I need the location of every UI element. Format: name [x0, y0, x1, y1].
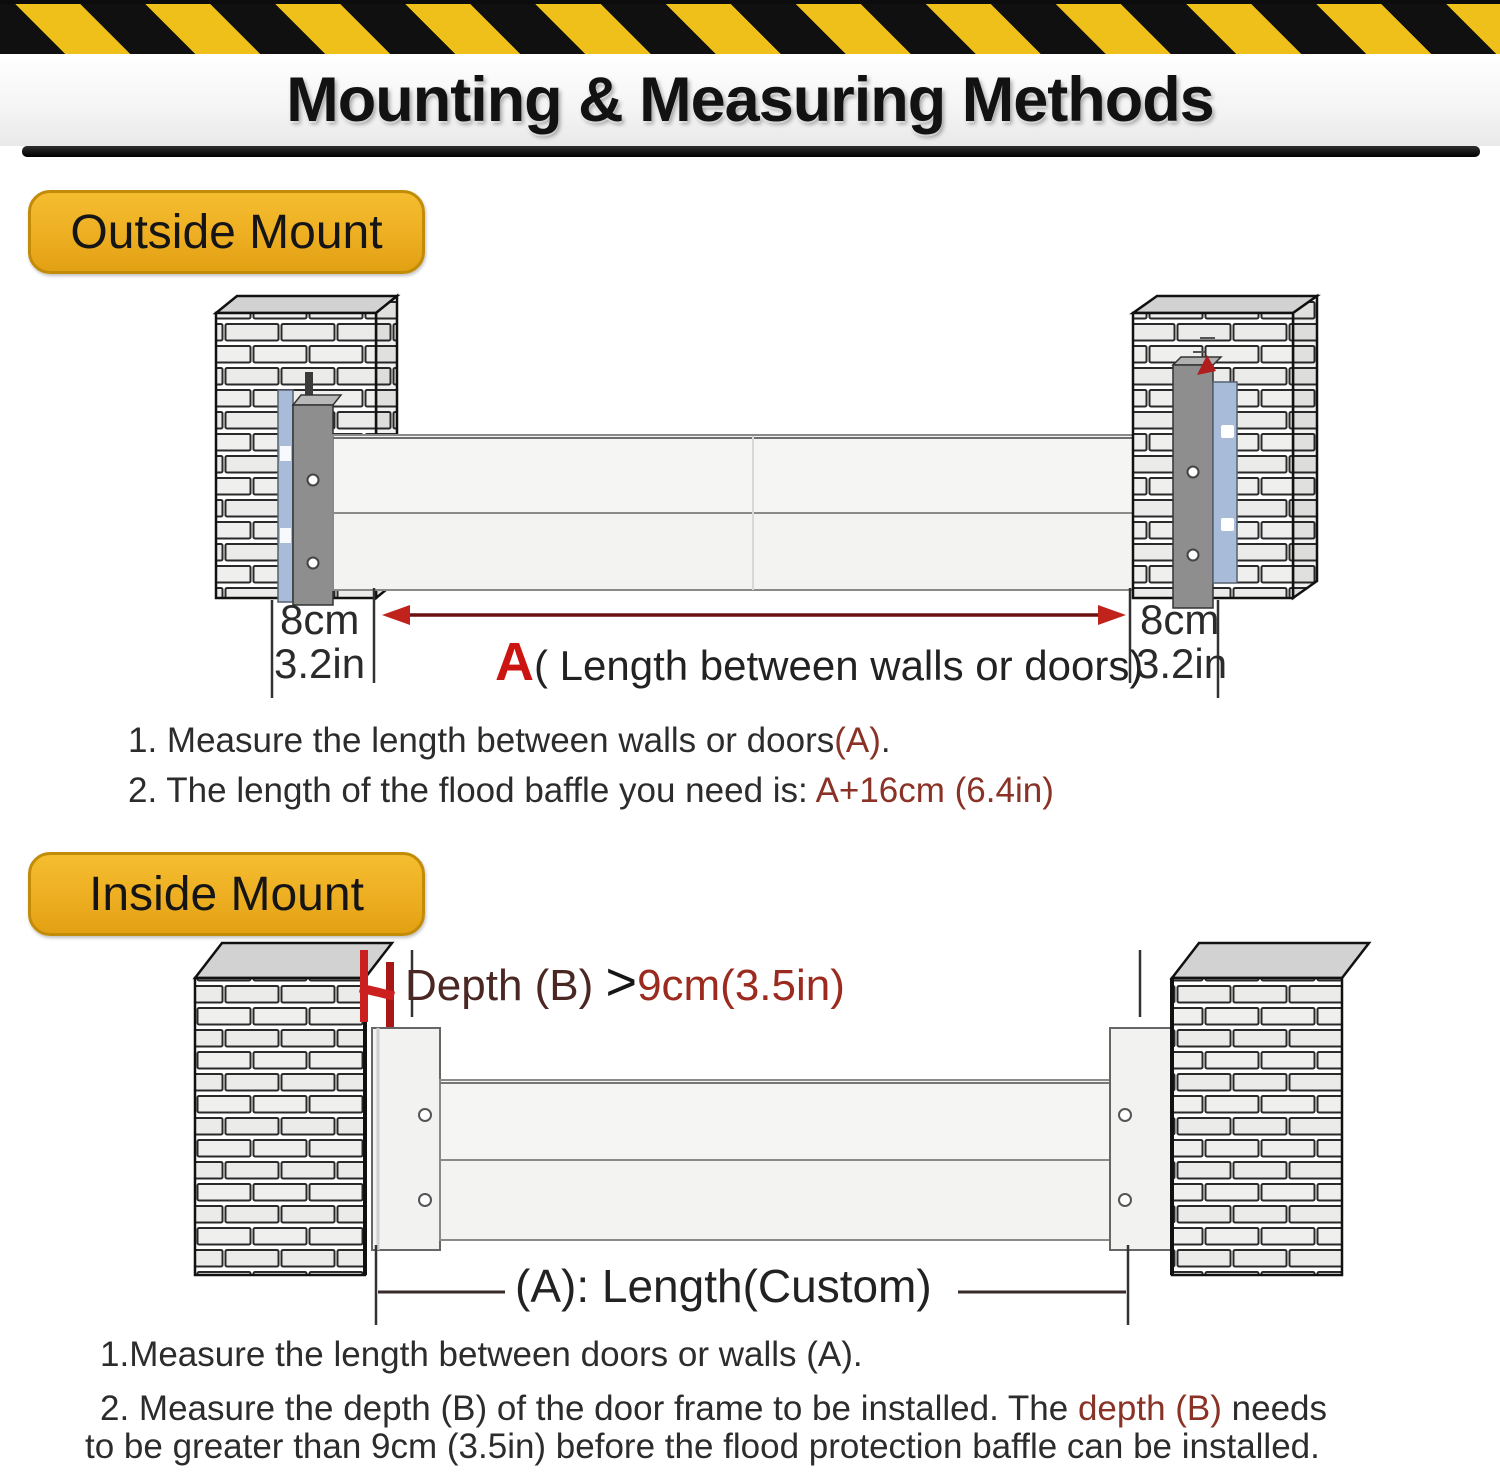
- inside-mount-badge-label: Inside Mount: [89, 867, 364, 921]
- outside-step-2-accent: A+16cm (6.4in): [815, 771, 1054, 810]
- screw-hole: [1188, 467, 1199, 478]
- inside-mount-diagram: [0, 940, 1500, 1335]
- screw-hole: [1119, 1194, 1131, 1206]
- inside-mount-instructions: [85, 1336, 1327, 1466]
- left-offset-in-label: 3.2in: [274, 640, 366, 687]
- screw-hole: [308, 475, 319, 486]
- outside-mount-badge-label: Outside Mount: [70, 205, 383, 259]
- inside-right-brick-pillar: [1172, 943, 1369, 1275]
- header-divider-bar: [22, 146, 1480, 157]
- right-offset-cm-label: 8cm: [1140, 596, 1220, 643]
- screw-hole: [419, 1109, 431, 1121]
- inside-left-channel: [372, 1028, 440, 1250]
- sealing-strip: [1213, 382, 1237, 583]
- inside-step-2-accent: depth (B): [1077, 1389, 1222, 1428]
- span-length-label: [495, 632, 1143, 692]
- screw-hole: [419, 1194, 431, 1206]
- outside-mount-instructions: [128, 716, 1054, 816]
- left-offset-cm-label: 8cm: [280, 596, 360, 643]
- inside-mount-badge: [28, 852, 425, 936]
- inside-span-label: (A): Length(Custom): [515, 1260, 932, 1312]
- right-offset-in-label: 3.2in: [1136, 640, 1228, 687]
- sealing-strip: [278, 390, 293, 602]
- barrier-panel-top: [440, 1080, 1110, 1160]
- screw-hole: [308, 558, 319, 569]
- inside-right-channel: [1110, 1028, 1178, 1250]
- outside-step-1: 1. Measure the length between walls or doors(A).: [128, 721, 891, 760]
- screw-hole: [1119, 1109, 1131, 1121]
- inside-step-2-line2: to be greater than 9cm (3.5in) before the flood protection baffle can be installed.: [85, 1427, 1320, 1466]
- outside-left-bracket: [278, 372, 341, 605]
- outside-step-1-accent: (A): [834, 721, 881, 760]
- outside-right-bracket: [1173, 355, 1237, 608]
- outside-mount-badge: [28, 190, 425, 274]
- greater-than-symbol: >: [605, 952, 638, 1012]
- depth-value: 9cm(3.5in): [637, 961, 845, 1010]
- caution-tape-stripe: [0, 0, 1500, 54]
- barrier-panel-bottom: [440, 1160, 1110, 1240]
- anchor-pin: [305, 372, 313, 398]
- inside-flood-barrier: [440, 1080, 1110, 1240]
- outside-flood-barrier: [333, 435, 1173, 590]
- page-title: Mounting & Measuring Methods: [286, 65, 1214, 135]
- screw-hole: [1188, 550, 1199, 561]
- depth-label: Depth (B) >9cm(3.5in): [405, 952, 845, 1012]
- title-band: [0, 54, 1500, 146]
- outside-step-2: 2. The length of the flood baffle you need is: A+16cm (6.4in): [128, 771, 1054, 810]
- outside-mount-diagram: [0, 278, 1500, 713]
- span-label-rest: ( Length between walls or doors): [534, 642, 1144, 689]
- inside-step-1: 1.Measure the length between doors or walls (A).: [100, 1335, 863, 1374]
- inside-step-2: 2. Measure the depth (B) of the door frame to be installed. The depth (B) needs: [100, 1389, 1328, 1428]
- span-label-a: A: [495, 632, 534, 692]
